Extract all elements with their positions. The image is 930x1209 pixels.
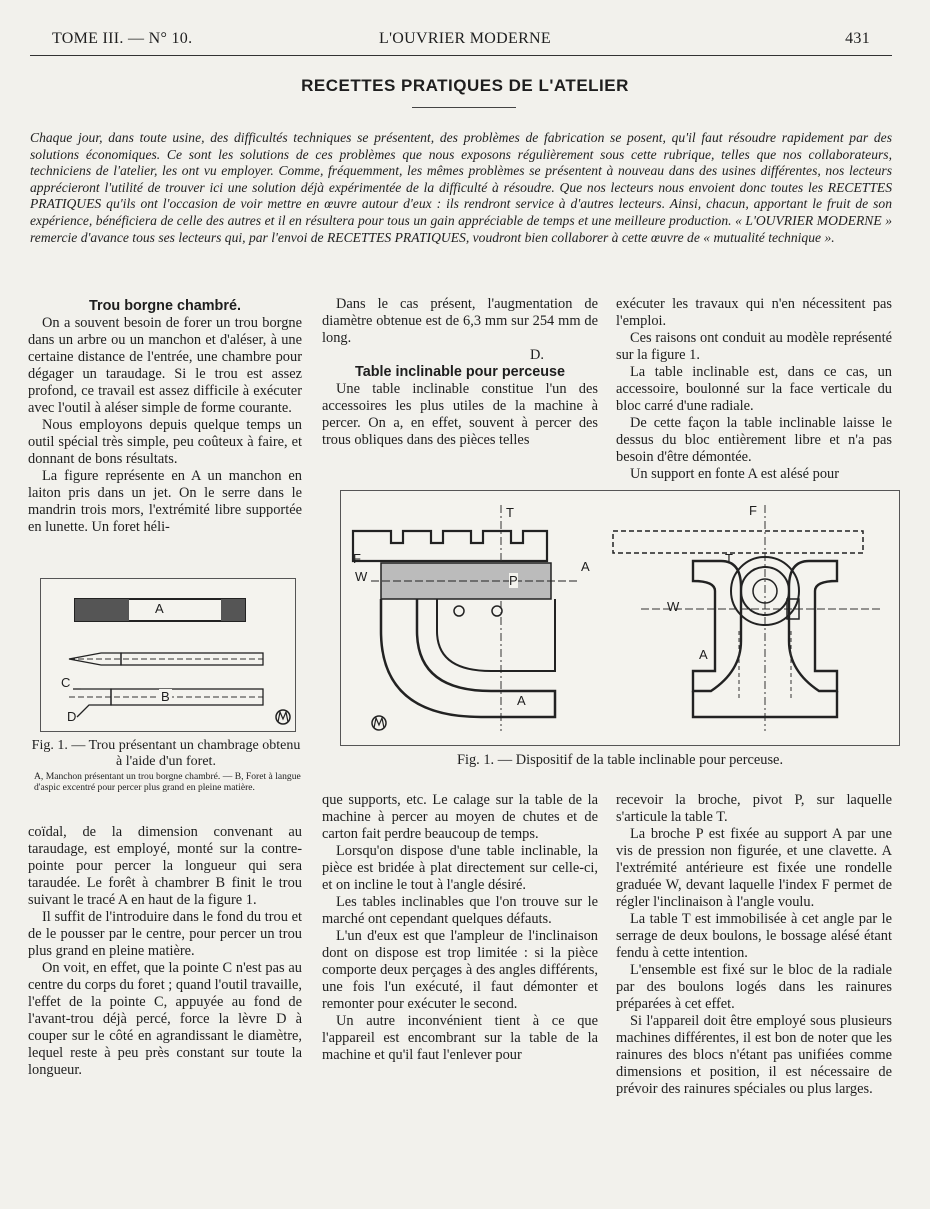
- figure-label-a: A: [581, 559, 590, 574]
- figure-label-a-support: A: [517, 693, 526, 708]
- figure-label-f: F: [353, 551, 361, 566]
- column-2-top: [322, 296, 598, 449]
- paragraph: Ces raisons ont conduit au modèle représenté sur la figure 1.: [616, 330, 892, 363]
- title-rule: [412, 107, 516, 108]
- figure-label-p: P: [509, 573, 518, 588]
- figure-tilting-table: [340, 490, 900, 746]
- paragraph: Un autre inconvénient tient à ce que l'appareil est encombrant sur la table de la machine et qu'il faut l'enlever pour: [322, 1013, 598, 1063]
- paragraph: L'ensemble est fixé sur le bloc de la radiale par des boulons logés dans les rainures préparées à cet effet.: [616, 962, 892, 1012]
- header-page-number: 431: [845, 30, 870, 47]
- paragraph: recevoir la broche, pivot P, sur laquelle s'articule la table T.: [616, 792, 892, 825]
- paragraph: exécuter les travaux qui n'en nécessitent pas l'emploi.: [616, 296, 892, 329]
- paragraph: La figure représente en A un manchon en laiton pris dans un jet. On le serre dans le mandrin trois mors, l'extrémité libre supportée en lunette. Un foret héli-: [28, 468, 302, 535]
- paragraph: La table T est immobilisée à cet angle par le serrage de deux boulons, le bossage alésé étant fendu à cette intention.: [616, 911, 892, 961]
- paragraph: Il suffit de l'introduire dans le fond du trou et de le pousser par le centre, pour percer un trou plus grand en pleine matière.: [28, 909, 302, 959]
- paragraph: Lorsqu'on dispose d'une table inclinable, la pièce est bridée à plat directement sur celle-ci, et on incline le tout à l'angle désiré.: [322, 843, 598, 893]
- figure-label-t-right: T: [725, 551, 733, 566]
- intro-paragraph: Chaque jour, dans toute usine, des difficultés techniques se présentent, des problèmes de fabrication se posent, qu'il faut résoudre rapidement par des solutions économiques. Ce sont les solutions de ces problèmes que nous exposons régulièrement sous cette rubrique, telles que nos collaborateurs, techniciens de l'atelier, les ont vu employer. Comme, fréquemment, les mêmes problèmes se présentent à nouveau dans des usines différentes, nos lecteurs apprécieront l'utilité de trouver ici une solution déjà expérimentée de la difficulté à résoudre. Que nos lecteurs nous envoient donc toutes les RECETTES PRATIQUES qu'ils ont l'occasion de voir mettre en œuvre autour d'eux : ils rendront service à d'autres lecteurs. Ainsi, chacun, apportant le fruit de son expérience, bénéficiera de celle des autres et il en résultera pour tous un gain appréciable de temps et une meilleure production. « L'OUVRIER MODERNE » remercie d'avance tous ses lecteurs qui, par l'envoi de RECETTES PRATIQUES, voudront bien collaborer à cette œuvre de « mutualité technique ».: [30, 130, 892, 245]
- paragraph: Nous employons depuis quelque temps un outil spécial très simple, peu coûteux à faire, et donnant de bons résultats.: [28, 417, 302, 467]
- paragraph: L'un d'eux est que l'ampleur de l'inclinaison dont on dispose est trop limitée : si la pièce comporte deux perçages à des angles différents, une fois l'un exécuté, il faut démonter et remonter pour exécuter le second.: [322, 928, 598, 1012]
- column-1-top: [28, 298, 302, 536]
- figure-label-a-right: A: [699, 647, 708, 662]
- drill-drawing: [41, 579, 295, 731]
- column-3-bottom: [616, 792, 892, 1098]
- figure-label-w-right: W: [667, 599, 680, 614]
- column-2-bottom: [322, 792, 598, 1064]
- paragraph: La table inclinable est, dans ce cas, un accessoire, boulonné sur la face verticale du bloc carré d'une radiale.: [616, 364, 892, 414]
- paragraph: Si l'appareil doit être employé sous plusieurs machines différentes, il est bon de noter que les rainures des blocs n'étant pas unifiées comme dimensions et position, il est nécessaire de prévoir des rainures spéciales ou plus larges.: [616, 1013, 892, 1097]
- paragraph: Dans le cas présent, l'augmentation de diamètre obtenue est de 6,3 mm sur 254 mm de long.: [322, 296, 598, 346]
- header-volume: TOME III. — N° 10.: [52, 30, 193, 47]
- figure-label-c: C: [61, 675, 71, 690]
- paragraph: La broche P est fixée au support A par une vis de pression non figurée, et une clavette. A l'extrémité antérieure est fixée une rondelle graduée W, devant laquelle l'index F permet de régler l'inclinaison à l'angle voulu.: [616, 826, 892, 910]
- paragraph: Les tables inclinables que l'on trouve sur le marché ont cependant quelques défauts.: [322, 894, 598, 927]
- tilting-table-drawing: [341, 491, 899, 745]
- header-journal-title: L'OUVRIER MODERNE: [379, 30, 551, 47]
- paragraph: coïdal, de la dimension convenant au taraudage, est employé, monté sur la contre-pointe pour percer la longueur qui sera taraudée. Le forêt à chambrer B finit le trou suivant le tracé A en haut de la figure 1.: [28, 824, 302, 908]
- figure-label-f-right: F: [749, 503, 757, 518]
- paragraph: De cette façon la table inclinable laisse le dessus du bloc entièrement libre et n'a pas besoin d'être démontée.: [616, 415, 892, 465]
- header-rule: [30, 55, 892, 56]
- section-title-table-inclinable: Table inclinable pour perceuse: [354, 364, 566, 380]
- figure-label-t: T: [506, 505, 514, 520]
- figure-label-a: A: [155, 601, 164, 616]
- column-3-top: [616, 296, 892, 483]
- page-title: RECETTES PRATIQUES DE L'ATELIER: [301, 76, 629, 95]
- figure-1-caption: Fig. 1. — Trou présentant un chambrage obtenu à l'aide d'un foret.: [31, 738, 301, 769]
- figure-1-legend: A, Manchon présentant un trou borgne chambré. — B, Foret à langue d'aspic excentré pour percer plus grand en pleine matière.: [34, 771, 301, 793]
- figure-label-w: W: [355, 569, 368, 584]
- paragraph: On voit, en effet, que la pointe C n'est pas au centre du corps du foret ; quand l'outil travaille, l'effet de la pointe C, appuyée au fond de l'avant-trou déjà percé, force la lèvre D à couper sur le côté en agrandissant le diamètre, lequel reste à peu près constant sur toute la longueur.: [28, 960, 302, 1078]
- section-title-trou-borgne: Trou borgne chambré.: [89, 298, 241, 314]
- figure-drill: [40, 578, 296, 732]
- paragraph: Une table inclinable constitue l'un des accessoires les plus utiles de la machine à percer. On a, en effet, souvent à percer des trous obliques dans des pièces telles: [322, 381, 598, 448]
- figure-label-d: D: [67, 709, 77, 724]
- figure-2-caption: Fig. 1. — Dispositif de la table inclinable pour perceuse.: [456, 752, 784, 768]
- paragraph: On a souvent besoin de forer un trou borgne dans un arbre ou un manchon et d'aléser, à une certaine distance de l'entrée, une chambre pour dégager un taraudage. Si le trou est assez profond, ce travail est assez difficile à exécuter avec l'outil à aléser simple de forme courante.: [28, 315, 302, 416]
- paragraph: que supports, etc. Le calage sur la table de la machine à percer au moyen de chutes et de carton fait perdre beaucoup de temps.: [322, 792, 598, 842]
- column-1-bottom: [28, 824, 302, 1079]
- figure-label-b: B: [161, 689, 170, 704]
- paragraph: Un support en fonte A est alésé pour: [630, 466, 840, 482]
- author-signature: D.: [530, 347, 544, 363]
